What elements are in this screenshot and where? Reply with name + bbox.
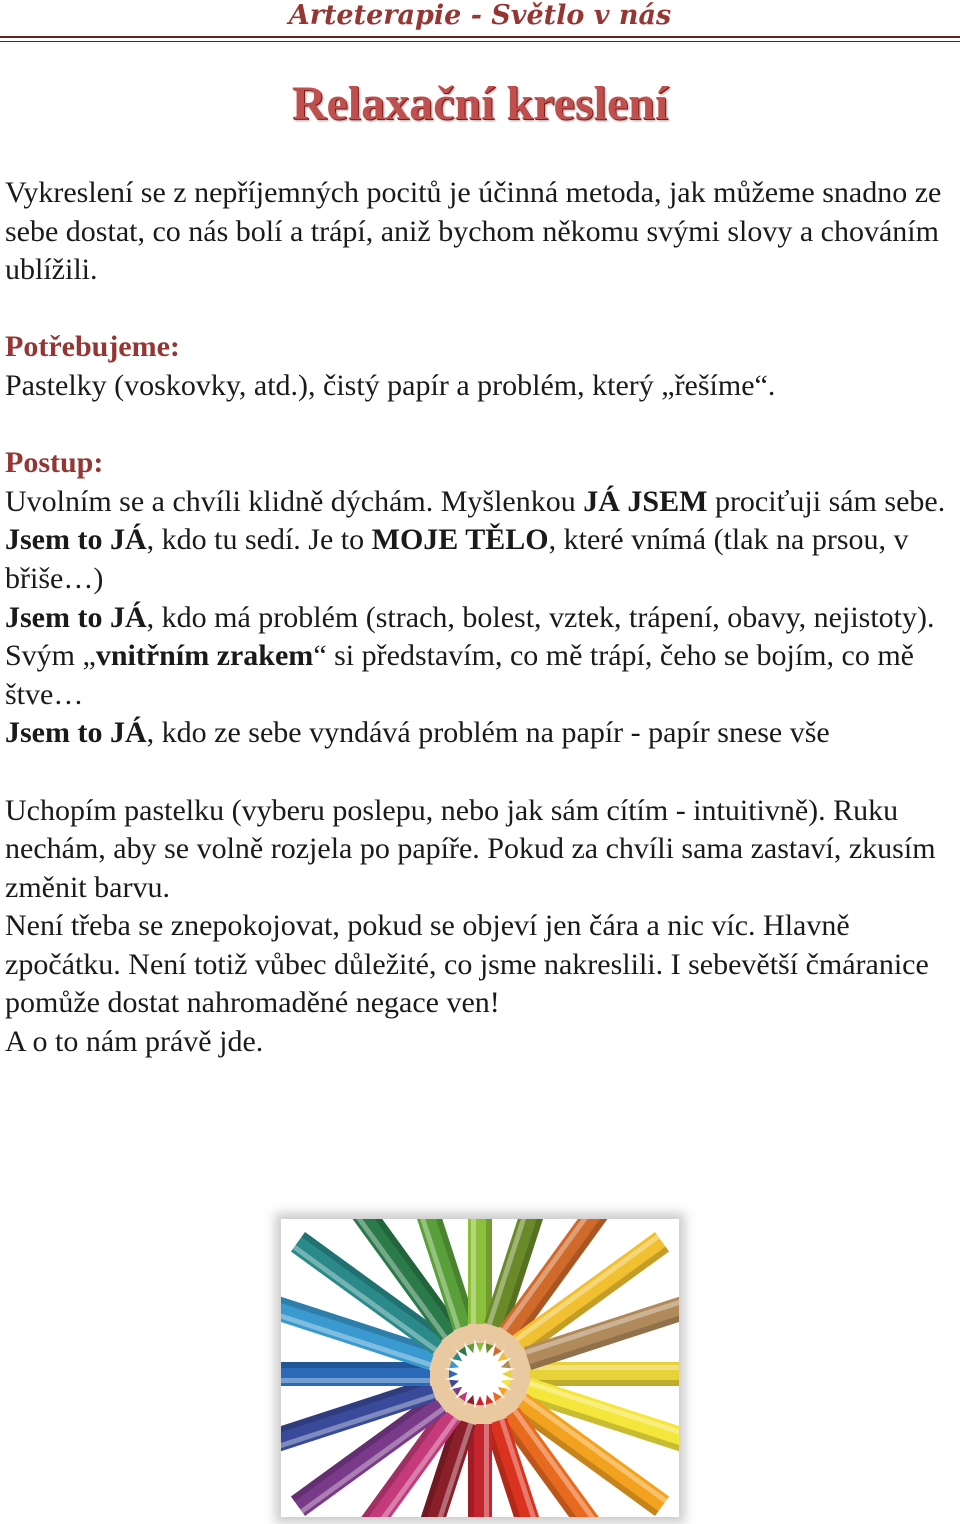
step-text: , kdo tu sedí. Je to (146, 523, 372, 557)
step-emphasis: Jsem to JÁ (5, 716, 147, 750)
step-text: “ si představím, co mě trápí, čeho se bojím, co mě štve… (5, 639, 914, 711)
header-rule-thin (0, 41, 960, 42)
procedure-step-1 (5, 483, 955, 522)
step-text: , kdo ze sebe vyndává problém na papír - papír snese vše (146, 716, 830, 750)
procedure-step-3 (5, 599, 955, 638)
step-emphasis: Jsem to JÁ (5, 600, 147, 634)
article-body (5, 174, 955, 1062)
closing-paragraph-1: Uchopím pastelku (vyberu poslepu, nebo jak sám cítím - intuitivně). Ruku nechám, aby se volně rozjela po papíře. Pokud za chvíli sama zastaví, zkusím změnit barvu. (5, 793, 936, 904)
page-title: Relaxační kreslení (291, 77, 669, 130)
spacer (5, 406, 955, 445)
step-text: , kdo má problém (strach, bolest, vztek, trápení, obavy, nejistoty). (146, 600, 935, 634)
procedure-heading: Postup: (5, 446, 104, 480)
page-header (0, 0, 960, 44)
pencils-illustration (281, 1219, 679, 1517)
step-text: prociťuji sám sebe. (707, 484, 946, 518)
closing-paragraph-2: Není třeba se znepokojovat, pokud se objeví jen čára a nic víc. Hlavně zpočátku. Není totiž vůbec důležité, co jsme nakreslili. I sebevětší čmáranice pomůže dostat nahromaděné negace ven! (5, 909, 929, 1020)
step-text: , které vnímá (tlak na prsou, v břiše…) (5, 523, 909, 595)
intro-paragraph: Vykreslení se z nepříjemných pocitů je účinná metoda, jak můžeme snadno ze sebe dostat, co nás bolí a trápí, aniž bychom někomu svými slovy a chováním ublížili. (5, 176, 942, 287)
spacer (5, 290, 955, 329)
procedure-step-2 (5, 521, 955, 598)
step-text: Svým „ (5, 639, 96, 673)
needs-text: Pastelky (voskovky, atd.), čistý papír a problém, který „řešíme“. (5, 368, 776, 402)
header-rule (0, 36, 960, 38)
step-emphasis: MOJE TĚLO (371, 523, 549, 557)
step-emphasis: vnitřním zrakem (95, 639, 314, 673)
spacer (5, 753, 955, 792)
header-title: Arteterapie - Světlo v nás (288, 0, 672, 31)
step-emphasis: Jsem to JÁ (5, 523, 147, 557)
procedure-step-4 (5, 637, 955, 714)
procedure-step-5 (5, 714, 955, 753)
step-emphasis: JÁ JSEM (583, 484, 708, 518)
needs-heading: Potřebujeme: (5, 330, 180, 364)
step-text: Uvolním se a chvíli klidně dýchám. Myšlenkou (5, 484, 584, 518)
colored-pencils-image (281, 1219, 679, 1517)
closing-paragraph-3: A o to nám právě jde. (5, 1025, 264, 1059)
